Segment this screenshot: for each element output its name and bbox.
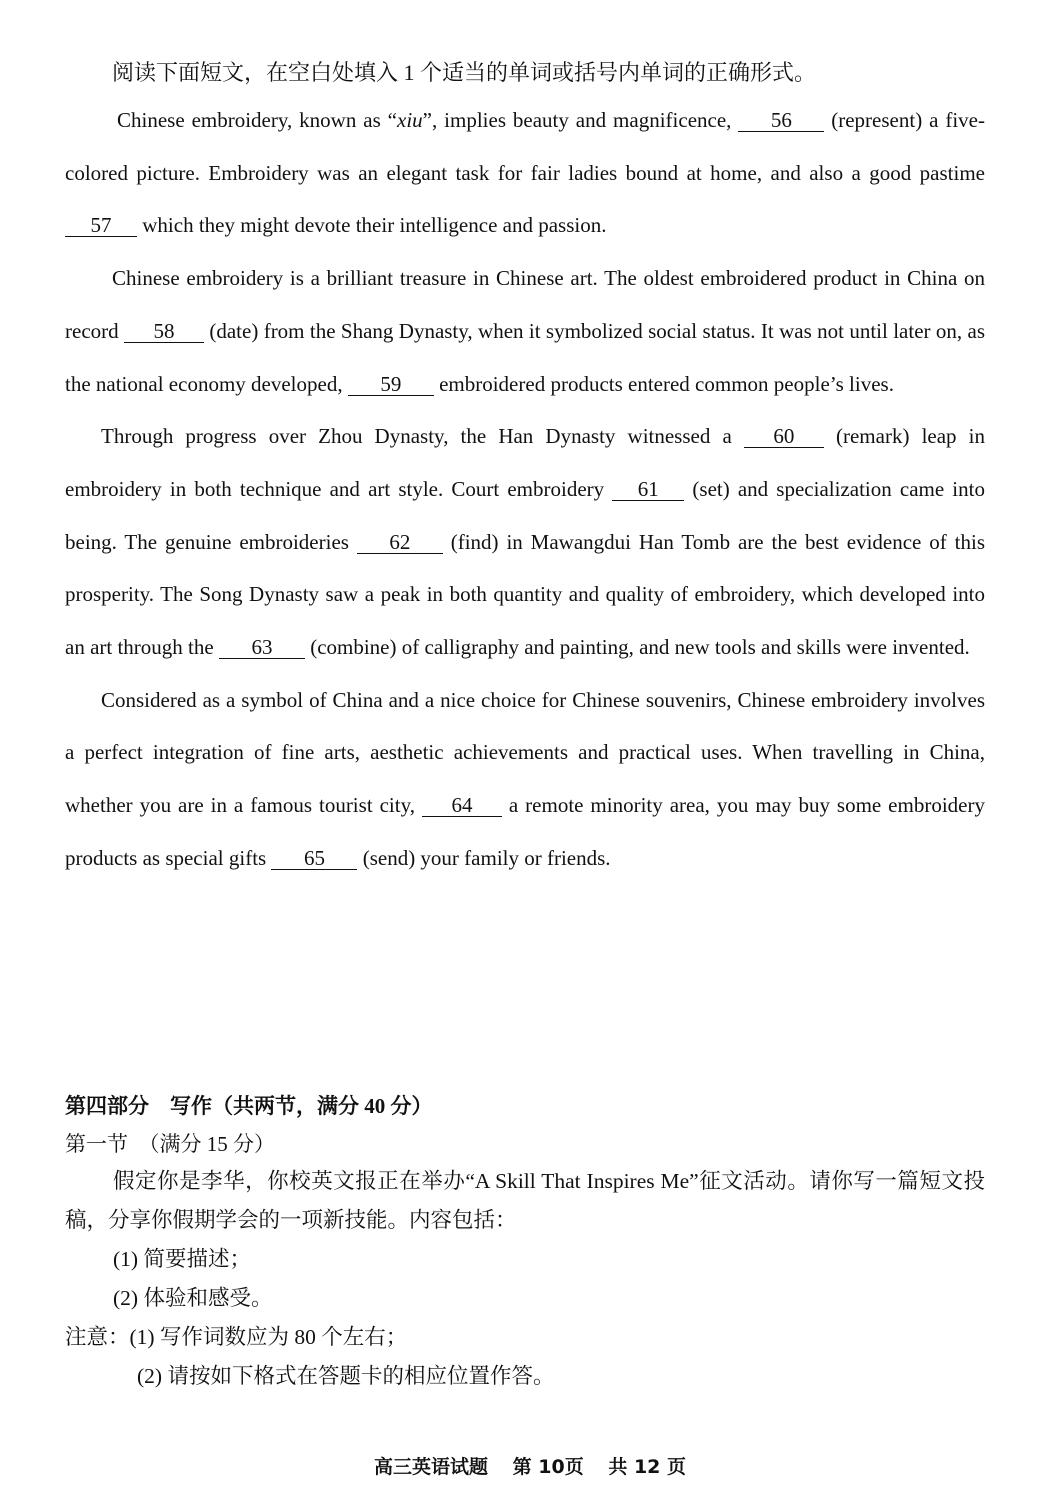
paragraph-4 [65,674,985,885]
task-note-2: (2) 请按如下格式在答题卡的相应位置作答。 [137,1364,555,1388]
blank-59: 59 [348,373,434,396]
text: (date) from the Shang Dynasty, when it symbolized social status. It was not until later on, as the national economy developed, [65,318,985,396]
text: Chinese embroidery is a brilliant treasure in Chinese art. The oldest embroidered product in China on record [65,266,985,343]
paragraph-2 [65,252,985,410]
paragraph-3 [65,410,985,674]
blank-62: 62 [357,531,443,554]
cloze-passage [65,94,985,885]
cloze-instruction: 阅读下面短文，在空白处填入 1 个适当的单词或括号内单词的正确形式。 [112,60,817,85]
text: embroidered products entered common people’s lives. [433,371,894,396]
task-note-1: 注意：(1) 写作词数应为 80 个左右； [65,1325,408,1349]
text: Chinese embroidery, known as “ [117,108,398,132]
text: (represent) a five-colored picture. Embroidery was an elegant task for fair ladies bound at home, and also a good pastime [65,108,985,185]
blank-61: 61 [612,478,684,501]
blank-57: 57 [65,214,137,237]
page-footer [0,1452,1060,1479]
text: Through progress over Zhou Dynasty, the Han Dynasty witnessed a [101,424,744,449]
text: a remote minority area, you may buy some embroidery products as special gifts [65,793,985,870]
blank-63: 63 [219,636,305,659]
section1-heading: 第一节 （满分 15 分） [65,1132,275,1156]
text: which they might devote their intelligence and passion. [137,213,607,238]
text: (remark) leap in embroidery in both technique and art style. Court embroidery [65,424,985,501]
footer-exam-title: 高三英语试题 [374,1456,489,1478]
blank-56: 56 [738,109,824,132]
task-text: 假定你是李华，你校英文报正在举办“A Skill That Inspires Me”征文活动。请你写一篇短文投稿，分享你假期学会的一项新技能。内容包括： [65,1169,985,1232]
footer-page-number: 第 10页 [512,1456,584,1478]
blank-58: 58 [124,320,204,343]
part4-heading: 第四部分 写作（共两节，满分 40 分） [65,1094,433,1118]
text: (send) your family or friends. [357,845,611,870]
paragraph-1 [65,94,985,252]
text: (combine) of calligraphy and painting, and new tools and skills were invented. [304,635,970,660]
text: ”, implies beauty and magnificence, [422,108,739,132]
text: (find) in Mawangdui Han Tomb are the best evidence of this prosperity. The Song Dynasty saw a peak in both quantity and quality of embroidery, which developed into an art through the [65,529,985,660]
text: Considered as a symbol of China and a nice choice for Chinese souvenirs, Chinese embroidery involves a perfect integration of fine arts, aesthetic achievements and practical uses. When travelling in China, whether you are in a famous tourist city, [65,687,985,818]
xiu-term: xiu [397,108,423,132]
footer-total-pages: 共 12 页 [608,1456,686,1478]
task-item-1: (1) 简要描述； [113,1247,251,1271]
blank-60: 60 [744,425,824,448]
blank-65: 65 [271,847,357,870]
blank-64: 64 [422,794,502,817]
task-item-2: (2) 体验和感受。 [113,1286,273,1310]
writing-task [65,1162,985,1396]
text: (set) and specialization came into being. The genuine embroideries [65,476,985,554]
